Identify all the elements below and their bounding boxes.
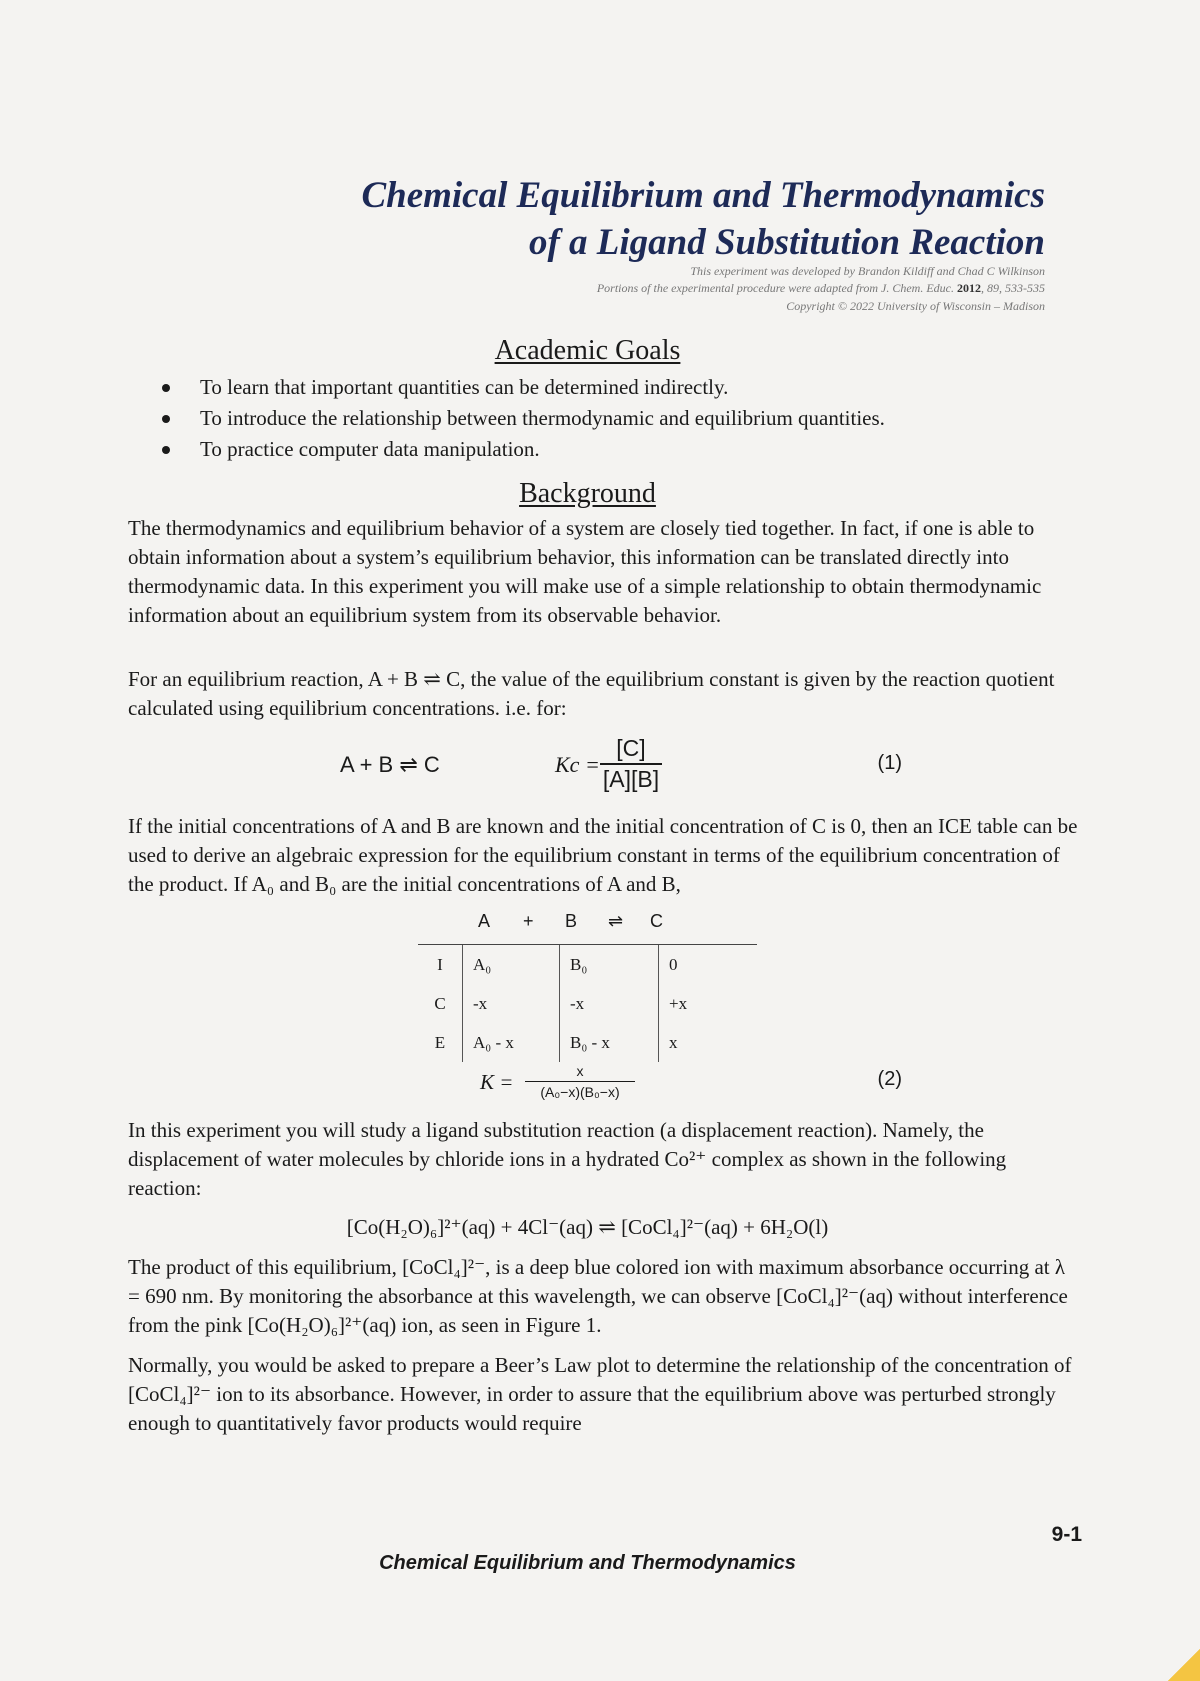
ice-header-b: B <box>565 911 578 931</box>
equation-1-reaction: A + B ⇌ C <box>340 752 440 777</box>
ice-row-label: C <box>434 993 446 1013</box>
fraction-bar <box>525 1081 635 1082</box>
background-paragraph-1: The thermodynamics and equilibrium behavior of a system are closely tied together. In fact, if one is able to obtain information about a system’s equilibrium behavior, this information can be translated directly into thermodynamic data. In this experiment you will make use of a simple relationship to obtain thermodynamic information about an equilibrium system from its observable behavior. <box>128 516 1042 627</box>
ice-cell: A₀ - x <box>463 1023 560 1062</box>
equation-2-number: (2) <box>877 1068 902 1090</box>
ice-row-label: I <box>418 945 463 985</box>
equation-2-denominator: (A₀−x)(B₀−x) <box>540 1084 620 1100</box>
background-paragraph-5: The product of this equilibrium, [CoCl₄]²⁻, is a deep blue colored ion with maximum absorbance occurring at λ = 690 nm. By monitoring the absorbance at this wavelength, we can observe [CoCl₄]²⁻(aq) without interference from the pink [Co(H₂O)₆]²⁺(aq) ion, as seen in Figure 1. <box>128 1255 1068 1337</box>
academic-goals-list <box>160 372 885 465</box>
equation-1-denominator: [A][B] <box>602 766 660 792</box>
equation-1-k-label: Kc = <box>555 752 600 777</box>
academic-goals-heading: Academic Goals <box>494 335 681 366</box>
credit-line-2-year: 2012 <box>957 281 981 295</box>
page-number: 9-1 <box>1051 1523 1082 1546</box>
credit-line-2-pages: , 89, 533-535 <box>981 281 1045 295</box>
document-title-line-1: Chemical Equilibrium and Thermodynamics <box>361 175 1045 216</box>
background-heading: Background <box>519 478 656 509</box>
ice-cell: -x <box>560 984 659 1023</box>
credit-line-1: This experiment was developed by Brandon Kildiff and Chad C Wilkinson <box>690 264 1045 278</box>
ice-header-equilibrium-arrow: ⇌ <box>608 911 624 931</box>
equation-2-fraction <box>525 1063 635 1100</box>
ice-cell: A₀ <box>463 945 560 985</box>
equation-1-number: (1) <box>877 752 902 774</box>
ice-cell: 0 <box>659 945 758 985</box>
ice-header-a: A <box>478 911 491 931</box>
ice-header-plus: + <box>523 911 534 931</box>
equation-1-numerator: [C] <box>616 735 646 761</box>
page-corner-decoration <box>1160 1641 1200 1681</box>
ice-cell: -x <box>463 984 560 1023</box>
ice-row-initial <box>418 945 757 985</box>
equation-2-numerator: x <box>576 1063 584 1079</box>
goal-item: To learn that important quantities can be determined indirectly. <box>160 372 885 403</box>
credit-line-2 <box>597 281 1045 296</box>
background-paragraph-4: In this experiment you will study a ligand substitution reaction (a displacement reaction). Namely, the displacement of water molecules by chloride ions in a hydrated Co²⁺ complex as shown in the following reaction: <box>128 1118 1007 1200</box>
ice-row-label: E <box>434 1032 446 1052</box>
background-paragraph-3: If the initial concentrations of A and B are known and the initial concentration of C is 0, then an ICE table can be used to derive an algebraic expression for the equilibrium constant in terms of the equilibrium concentration of the product. If A₀ and B₀ are the initial concentrations of A and B, <box>128 814 1078 896</box>
ice-cell: x <box>659 1023 758 1062</box>
ice-header-c: C <box>650 911 663 931</box>
copyright-line: Copyright © 2022 University of Wisconsin – Madison <box>786 299 1045 313</box>
ice-row-equilibrium <box>418 1023 757 1062</box>
page-footer: Chemical Equilibrium and Thermodynamics <box>379 1552 796 1574</box>
equation-1-fraction <box>600 735 662 793</box>
equation-2-k-label: K = <box>480 1070 514 1094</box>
fraction-bar <box>600 763 662 765</box>
background-paragraph-6: Normally, you would be asked to prepare a Beer’s Law plot to determine the relationship of the concentration of [CoCl₄]²⁻ ion to its absorbance. However, in order to assure that the equilibrium above was perturbed strongly enough to quantitatively favor products would require <box>128 1353 1072 1435</box>
document-title-line-2: of a Ligand Substitution Reaction <box>528 222 1045 263</box>
ice-table <box>418 944 757 1062</box>
ice-cell: B₀ <box>560 945 659 985</box>
ice-cell: B₀ - x <box>560 1023 659 1062</box>
goal-item: To practice computer data manipulation. <box>160 434 885 465</box>
ice-row-change <box>418 984 757 1023</box>
credit-line-2-source: Portions of the experimental procedure were adapted from J. Chem. Educ. <box>596 281 954 295</box>
ligand-substitution-reaction: [Co(H₂O)₆]²⁺(aq) + 4Cl⁻(aq) ⇌ [CoCl₄]²⁻(aq) + 6H₂O(l) <box>346 1215 829 1239</box>
ice-cell: +x <box>659 984 758 1023</box>
goal-item: To introduce the relationship between thermodynamic and equilibrium quantities. <box>160 403 885 434</box>
background-paragraph-2: For an equilibrium reaction, A + B ⇌ C, the value of the equilibrium constant is given by the reaction quotient calculated using equilibrium concentrations. i.e. for: <box>128 667 1055 720</box>
